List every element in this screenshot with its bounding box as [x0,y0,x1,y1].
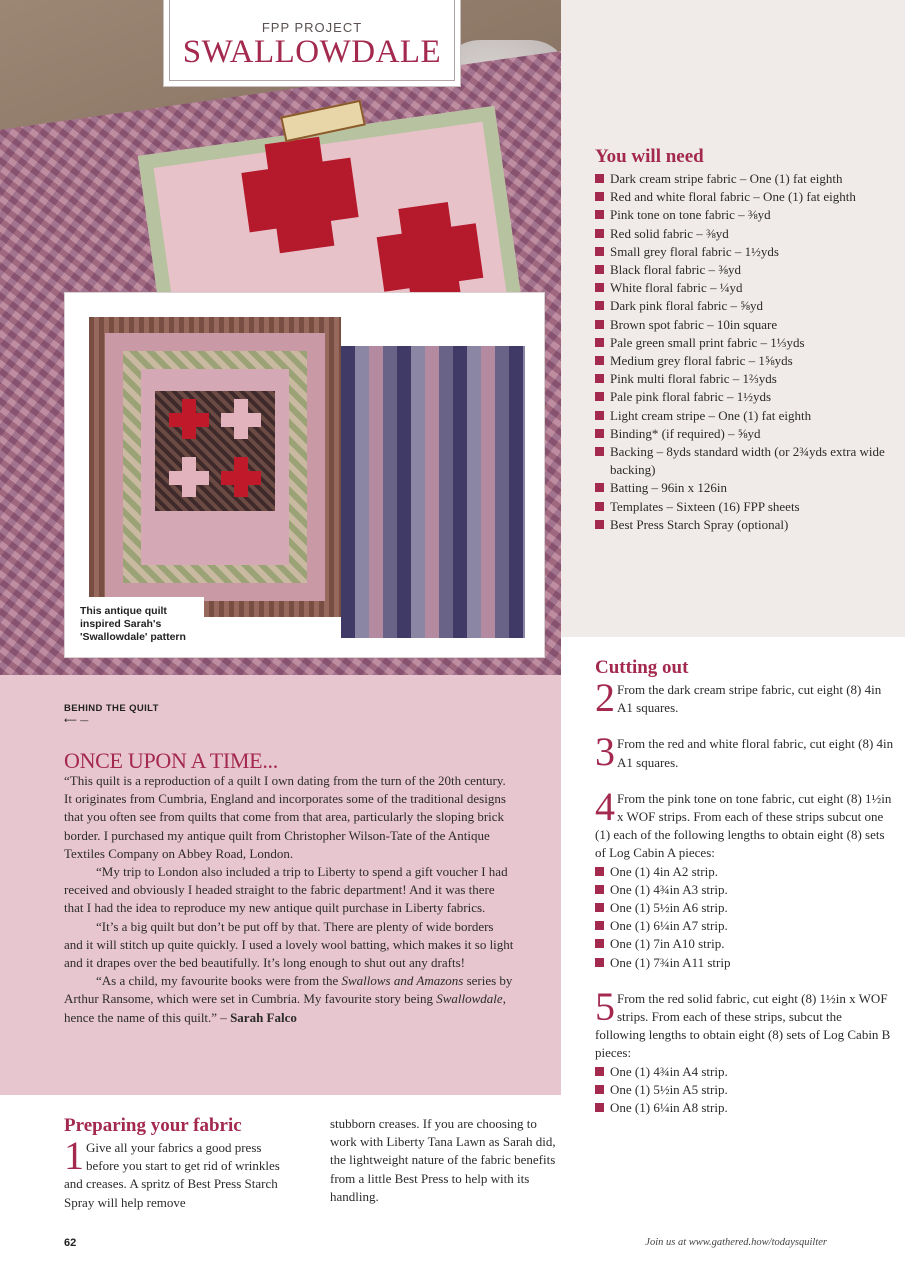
caption-box [66,597,204,657]
cut-item: One (1) 4¾in A4 strip. [595,1063,895,1081]
section-heading: Preparing your fabric [64,1115,242,1136]
arrow-icon: ⟵ — [64,716,89,726]
requirement-item: Red solid fabric – ⅜yd [595,225,895,243]
requirement-item: Batting – 96in x 126in [595,479,895,497]
requirement-item: Pink tone on tone fabric – ⅜yd [595,206,895,224]
step-text: 1 Give all your fabrics a good press before you start to get rid of wrinkles and creases. A spritz of Best Press Starch Spray will help remove [64,1133,280,1210]
story-paragraph: “As a child, my favourite books were from the Swallows and Amazons series by Arthur Ransome, which were set in Cumbria. My favourite story being Swallowdale, hence the name of this quilt.” – Sarah Falco [64,973,513,1025]
page-title: SWALLOWDALE [182,34,442,70]
step-text: From the dark cream stripe fabric, cut eight (8) 4in A1 squares. [617,682,882,716]
quilt-centre [155,391,275,511]
requirement-item: Backing – 8yds standard width (or 2¾yds extra wide backing) [595,443,895,479]
step-number: 2 [595,675,615,720]
inset-photo [64,292,545,658]
requirement-item: Pink multi floral fabric – 1⅔yds [595,370,895,388]
requirement-item: Templates – Sixteen (16) FPP sheets [595,498,895,516]
requirement-item: Brown spot fabric – 10in square [595,316,895,334]
step-text-continued: stubborn creases. If you are choosing to work with Liberty Tana Lawn as Sarah did, the lightweight nature of the fabric benefits from a little Best Press to help with its handling. [330,1116,556,1204]
author-name: Sarah Falco [230,1009,297,1025]
step-text: From the pink tone on tone fabric, cut eight (8) 1½in x WOF strips. From each of these strips subcut one (1) each of the following lengths to obtain eight (8) sets of Log Cabin A pieces: [595,790,892,861]
step-number: 4 [595,783,615,829]
step-text: From the red and white floral fabric, cut eight (8) 4in A1 squares. [617,736,894,770]
cut-item: One (1) 4in A2 strip. [595,863,895,881]
step-text: From the red solid fabric, cut eight (8) 1½in x WOF strips. From each of these strips, subcut the following lengths to obtain eight (8) sets of Log Cabin B pieces: [595,990,891,1061]
requirement-item: Light cream stripe – One (1) fat eighth [595,407,895,425]
step-number: 5 [595,983,615,1029]
red-cross-block [182,399,196,439]
you-will-need-section [595,146,895,534]
cut-item: One (1) 6¼in A8 strip. [595,1099,895,1117]
requirement-item: Black floral fabric – ⅜yd [595,261,895,279]
cut-list [595,1063,895,1118]
photo-caption: This antique quilt inspired Sarah's 'Swallowdale' pattern [80,605,186,643]
red-cross-block [234,457,248,497]
requirement-item: Pale pink floral fabric – 1½yds [595,388,895,406]
cut-item: One (1) 4¾in A3 strip. [595,881,895,899]
story-body [64,772,514,1027]
step-number: 3 [595,729,615,775]
requirement-item: Small grey floral fabric – 1½yds [595,243,895,261]
cut-item: One (1) 7¾in A11 strip [595,954,895,972]
cut-list [595,863,895,972]
requirement-item: Red and white floral fabric – One (1) fat eighth [595,188,895,206]
requirement-item: Binding* (if required) – ⅝yd [595,425,895,443]
requirements-list [595,170,895,534]
title-card [163,0,461,87]
behind-the-quilt-panel [0,675,561,1095]
story-paragraph: “It’s a big quilt but don’t be put off by that. There are plenty of wide borders and it will stitch up quite quickly. I used a lovely wool batting, which makes it so light and it drapes over the bed beautifully. It’s long enough to shut out any drafts! [64,918,514,971]
requirement-item: Dark cream stripe fabric – One (1) fat eighth [595,170,895,188]
section-tag: BEHIND THE QUILT [64,703,159,714]
cutting-out-section [595,657,895,1135]
project-kicker: FPP PROJECT [261,20,363,35]
cutting-steps [595,675,895,1117]
story-heading: ONCE UPON A TIME... [64,748,278,773]
step-number: 1 [64,1133,84,1178]
requirement-item: Pale green small print fabric – 1⅓yds [595,334,895,352]
pink-cross-block [234,399,248,439]
cut-item: One (1) 5½in A6 strip. [595,899,895,917]
cutting-step [595,729,895,775]
pink-cross-block [182,457,196,497]
requirement-item: Medium grey floral fabric – 1⅝yds [595,352,895,370]
requirement-item: Best Press Starch Spray (optional) [595,516,895,534]
preparing-fabric-section [64,1115,564,1212]
cutting-step [595,675,895,720]
cutting-step [595,983,895,1117]
cutting-step [595,783,895,972]
striped-backing-image [341,346,525,638]
requirement-item: White floral fabric – ¼yd [595,279,895,297]
footer-link[interactable]: Join us at www.gathered.how/todaysquilter [645,1237,827,1248]
cut-item: One (1) 7in A10 strip. [595,935,895,953]
story-paragraph: “This quilt is a reproduction of a quilt I own dating from the turn of the 20th century. It originates from Cumbria, England and incorporates some of the traditional designs that you often see from quilts that come from that area, particularly the sloping brick border. I purchased my antique quilt from Christopher Wilson-Tate of the Antique Textiles Company on Abbey Road, London. [64,773,506,861]
page-number: 62 [64,1237,77,1249]
requirement-item: Dark pink floral fabric – ⅝yd [595,297,895,315]
cut-item: One (1) 6¼in A7 strip. [595,917,895,935]
story-paragraph: “My trip to London also included a trip to Liberty to spend a gift voucher I had received and obviously I headed straight to the fabric department! And it was there that I had the idea to reproduce my new antique quilt purchase in Liberty fabrics. [64,864,508,916]
cut-item: One (1) 5½in A5 strip. [595,1081,895,1099]
section-heading: You will need [595,146,704,167]
section-heading: Cutting out [595,657,689,678]
